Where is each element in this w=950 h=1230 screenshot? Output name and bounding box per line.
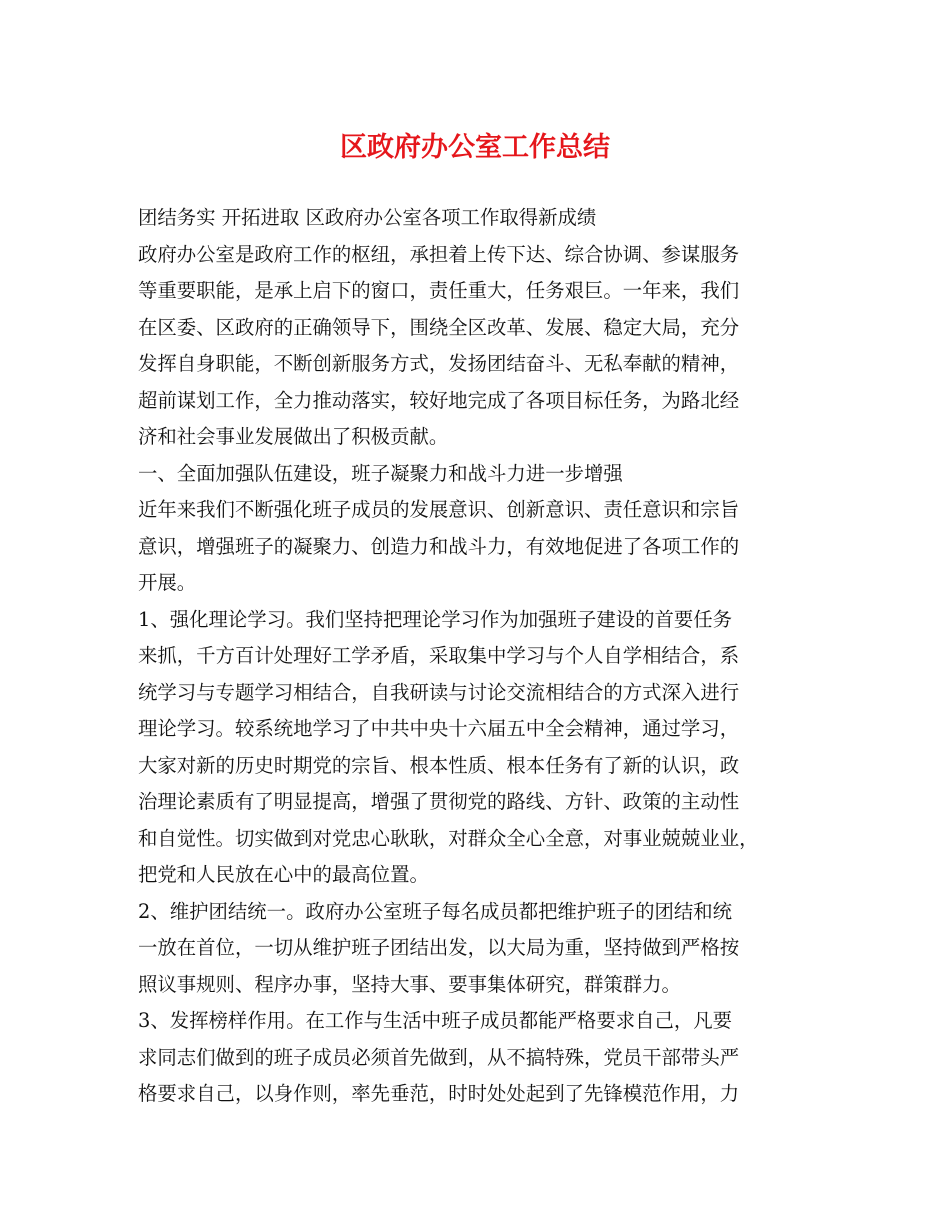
- body-line: 发挥自身职能，不断创新服务方式，发扬团结奋斗、无私奉献的精神，: [138, 352, 740, 375]
- body-line: 政府办公室是政府工作的枢纽，承担着上传下达、综合协调、参谋服务: [138, 242, 740, 266]
- body-line: 求同志们做到的班子成员必须首先做到，从不搞特殊，党员干部带头严: [138, 1045, 740, 1069]
- body-line: 济和社会事业发展做出了积极贡献。: [138, 425, 449, 448]
- body-line: 一放在首位，一切从维护班子团结出发，以大局为重，坚持做到严格按: [138, 936, 740, 959]
- body-line: 团结务实 开拓进取 区政府办公室各项工作取得新成绩: [138, 206, 597, 229]
- body-line: 把党和人民放在心中的最高位置。: [138, 863, 429, 886]
- body-line: 统学习与专题学习相结合，自我研读与讨论交流相结合的方式深入进行: [138, 680, 740, 704]
- document-body: [138, 200, 828, 1113]
- body-line: 来抓，千方百计处理好工学矛盾，采取集中学习与个人自学相结合，系: [138, 644, 740, 667]
- body-line: 意识，增强班子的凝聚力、创造力和战斗力，有效地促进了各项工作的: [138, 534, 740, 558]
- body-line: 超前谋划工作，全力推动落实，较好地完成了各项目标任务，为路北经: [138, 388, 740, 412]
- body-line: 近年来我们不断强化班子成员的发展意识、创新意识、责任意识和宗旨: [138, 498, 740, 521]
- body-line: 在区委、区政府的正确领导下，围绕全区改革、发展、稳定大局，充分: [138, 315, 740, 339]
- body-line: 2、维护团结统一。政府办公室班子每名成员都把维护班子的团结和统: [138, 899, 733, 923]
- body-line: 格要求自己，以身作则，率先垂范，时时处处起到了先锋模范作用，力: [138, 1082, 740, 1105]
- body-line: 照议事规则、程序办事，坚持大事、要事集体研究，群策群力。: [138, 972, 681, 996]
- body-line: 治理论素质有了明显提高，增强了贯彻党的路线、方针、政策的主动性: [138, 790, 740, 813]
- body-line: 大家对新的历史时期党的宗旨、根本性质、根本任务有了新的认识，政: [138, 753, 740, 777]
- body-line: 1、强化理论学习。我们坚持把理论学习作为加强班子建设的首要任务: [138, 607, 733, 631]
- document-title: 区政府办公室工作总结: [340, 132, 610, 163]
- body-line: 和自觉性。切实做到对党忠心耿耿，对群众全心全意，对事业兢兢业业，: [138, 826, 759, 850]
- body-line: 理论学习。较系统地学习了中共中央十六届五中全会精神，通过学习，: [138, 717, 740, 740]
- body-line: 等重要职能，是承上启下的窗口，责任重大，任务艰巨。一年来，我们: [138, 279, 740, 302]
- body-line: 3、发挥榜样作用。在工作与生活中班子成员都能严格要求自己，凡要: [138, 1009, 733, 1032]
- body-line: 开展。: [138, 571, 197, 594]
- section-heading: 一、全面加强队伍建设，班子凝聚力和战斗力进一步增强: [138, 461, 623, 485]
